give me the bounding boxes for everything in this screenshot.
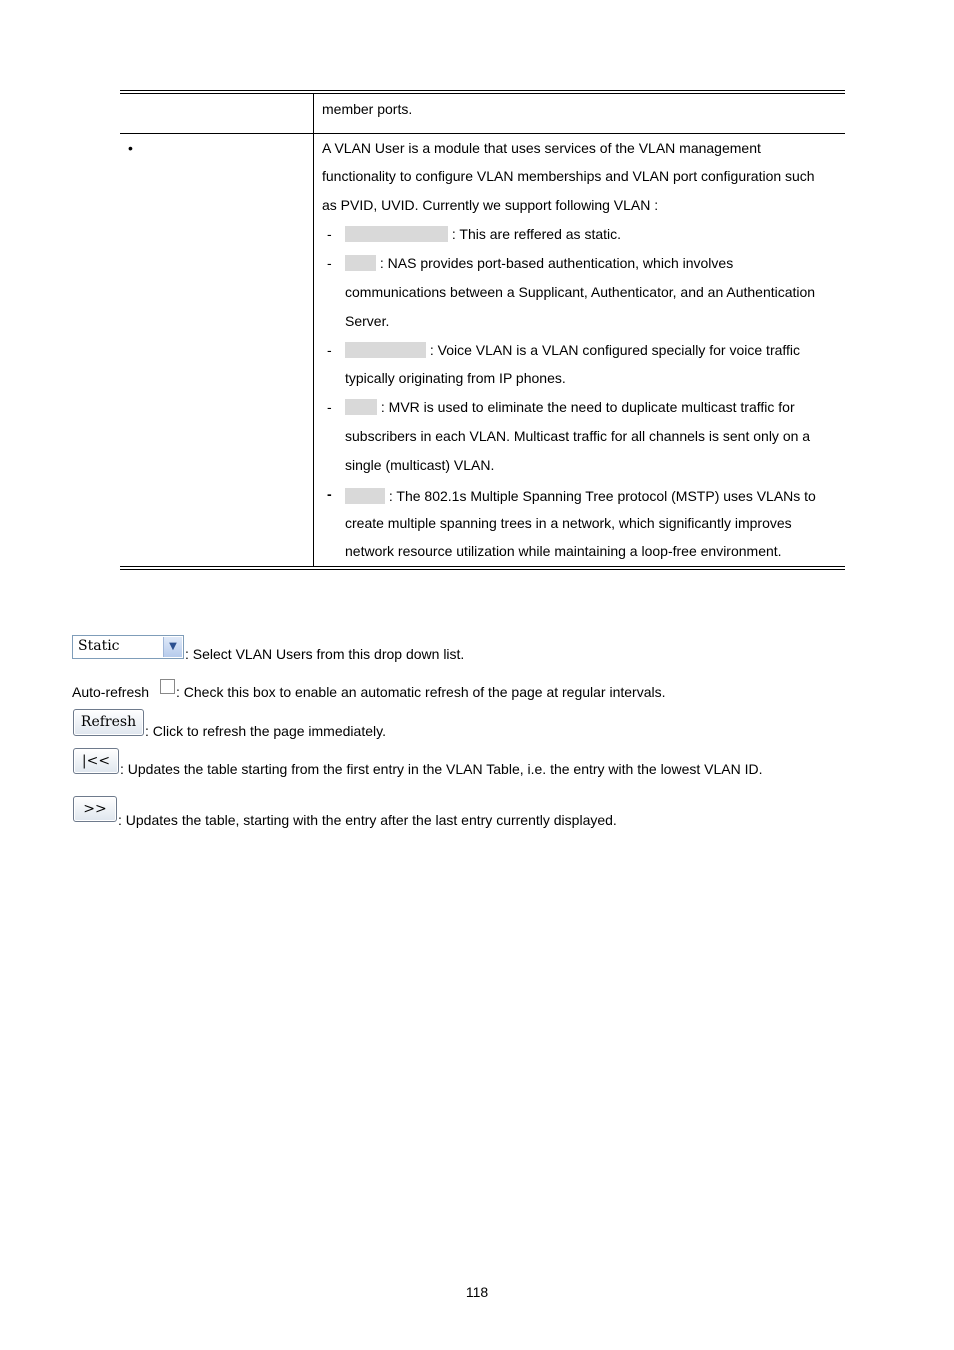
redacted-term (345, 342, 426, 358)
list-item-text: network resource utilization while maintaining a loop-free environment. (345, 543, 782, 559)
row2-bullet: • (128, 140, 133, 156)
select-value: Static (78, 638, 120, 654)
refresh-description: : Click to refresh the page immediately. (145, 723, 386, 739)
vlan-user-select[interactable] (72, 635, 184, 659)
list-item-text: create multiple spanning trees in a network, which significantly improves (345, 515, 792, 531)
autorefresh-checkbox[interactable] (160, 679, 175, 694)
table-row-divider (120, 133, 845, 134)
table-bottom-border-inner (120, 569, 845, 570)
table-bottom-border (120, 566, 845, 567)
redacted-term (345, 488, 385, 504)
list-item-text: : NAS provides port-based authentication, which involves (379, 255, 734, 271)
list-item (345, 226, 621, 243)
list-item-dash: - (327, 486, 332, 502)
intro-line-2: functionality to configure VLAN memberships and VLAN port configuration such (322, 168, 815, 184)
list-item (345, 488, 816, 505)
list-item-text: Server. (345, 313, 390, 329)
list-item-text: subscribers in each VLAN. Multicast traffic for all channels is sent only on a (345, 428, 811, 444)
chevron-down-icon[interactable]: ▼ (163, 637, 182, 657)
list-item-text: single (multicast) VLAN. (345, 457, 495, 473)
redacted-term (345, 226, 448, 242)
table-top-border-inner (120, 93, 845, 94)
row1-text: member ports. (322, 101, 413, 117)
list-item-text: : MVR is used to eliminate the need to duplicate multicast traffic for (380, 399, 795, 415)
table-top-border (120, 90, 845, 91)
select-description: : Select VLAN Users from this drop down list. (185, 646, 465, 662)
refresh-button[interactable]: Refresh (73, 709, 144, 736)
list-item-text: communications between a Supplicant, Authenticator, and an Authentication (345, 284, 816, 300)
autorefresh-description: : Check this box to enable an automatic refresh of the page at regular intervals. (176, 684, 666, 700)
list-item (345, 399, 795, 416)
redacted-term (345, 399, 377, 415)
page-number: 118 (465, 1284, 489, 1300)
list-item-dash: - (327, 226, 332, 242)
next-page-button[interactable]: >> (73, 796, 117, 822)
list-item-text: : The 802.1s Multiple Spanning Tree protocol (MSTP) uses VLANs to (388, 488, 816, 504)
list-item-dash: - (327, 255, 332, 271)
list-item-dash: - (327, 342, 332, 358)
table-column-divider (313, 93, 314, 566)
list-item-text: : This are reffered as static. (451, 226, 622, 242)
intro-line-1: A VLAN User is a module that uses services of the VLAN management (322, 140, 761, 156)
list-item (345, 342, 800, 359)
list-item-dash: - (327, 399, 332, 415)
redacted-term (345, 255, 376, 271)
list-item-text: : Voice VLAN is a VLAN configured specially for voice traffic (429, 342, 801, 358)
first-page-button[interactable]: |<< (73, 748, 119, 774)
first-page-description: : Updates the table starting from the first entry in the VLAN Table, i.e. the entry with the lowest VLAN ID. (120, 761, 763, 777)
autorefresh-label: Auto-refresh (72, 684, 150, 700)
next-page-description: : Updates the table, starting with the entry after the last entry currently displayed. (118, 812, 617, 828)
list-item (345, 255, 733, 272)
list-item-text: typically originating from IP phones. (345, 370, 566, 386)
intro-line-3: as PVID, UVID. Currently we support following VLAN : (322, 197, 659, 213)
